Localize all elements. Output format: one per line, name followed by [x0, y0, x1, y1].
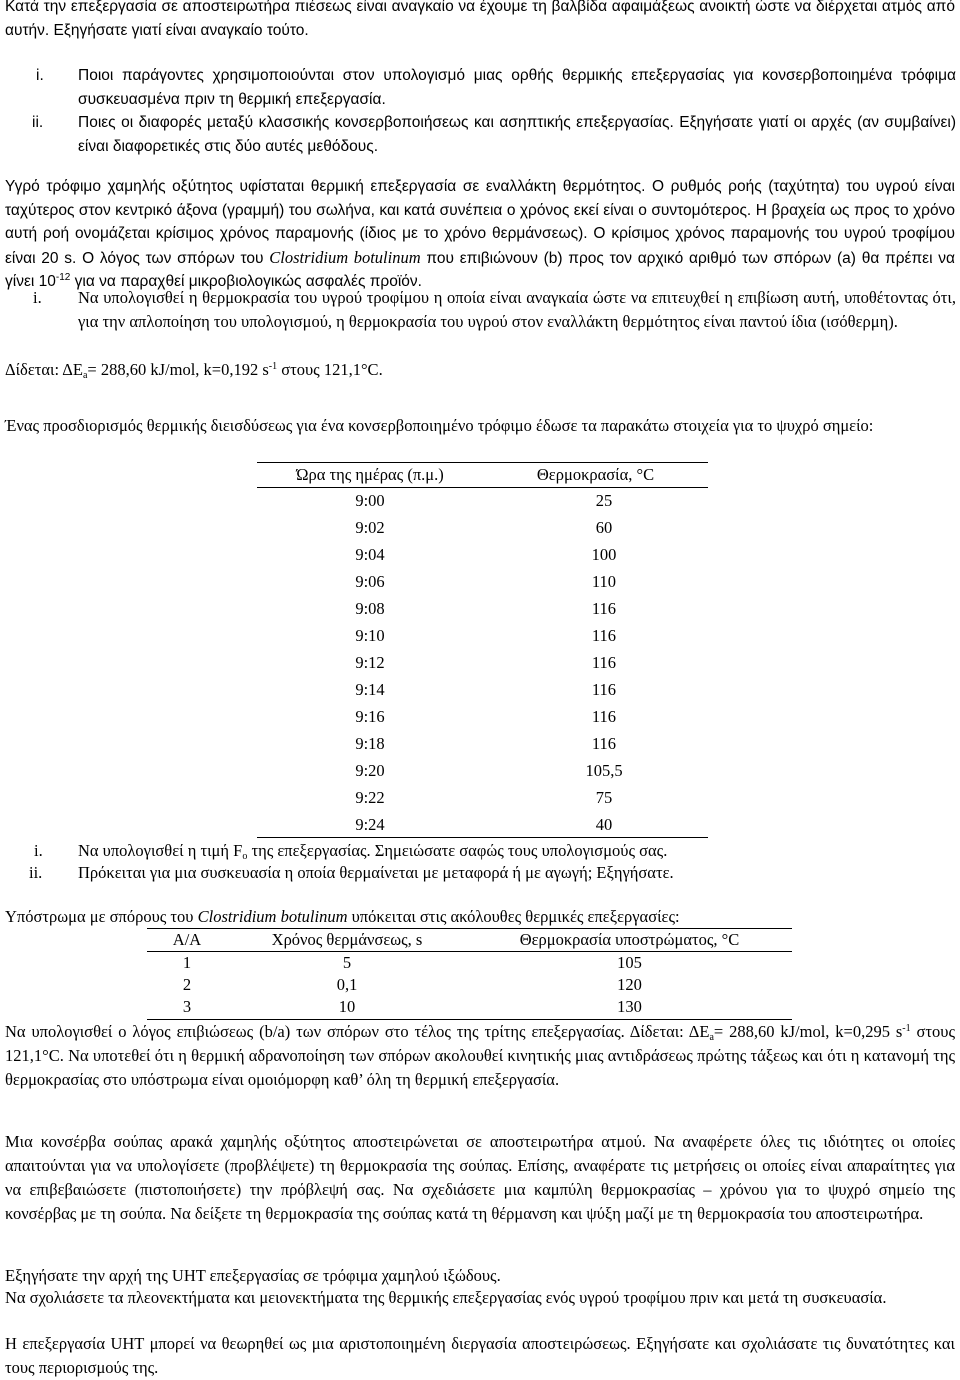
table1-cell-time: 9:04 [355, 545, 385, 564]
table2-cell-index: 1 [182, 953, 192, 972]
table1-cell-time: 9:12 [355, 653, 385, 672]
table1-cell-time: 9:18 [355, 734, 385, 753]
table1-cell-time: 9:20 [355, 761, 385, 780]
given-1-part-a: Δίδεται: ΔΕ [5, 360, 83, 379]
heat-exchanger-question-text: Να υπολογισθεί η θερμοκρασία του υγρού τροφίμου η οποία είναι αναγκαία ώστε να επιτευχθεί η επιβίωση αυτή, υποθέτοντας ότι, για την απλοποίηση του υπολογισμού, η θερμοκρασία του υγρού στον εναλλάκτη θερμότητος είναι παντού ίδια (ισόθερμη). [78, 288, 956, 331]
list1-item-1-text: Ποιοι παράγοντες χρησιμοποιούνται στον υπολογισμό μιας ορθής θερμικής επεξεργασίας για κονσερβοποιημένα τρόφιμα συσκευασμένα πριν τη θερμική επεξεργασία. [78, 67, 956, 108]
list2-item-1-text [78, 839, 956, 863]
substrate-intro [5, 905, 955, 929]
given-1-part-b: = 288,60 kJ/mol, k=0,192 s [87, 360, 269, 379]
table1-cell-temp: 116 [591, 653, 617, 672]
list2-item-2-number: ii. [29, 863, 43, 882]
given-1-superscript: -1 [268, 361, 278, 372]
list1-item-2-text: Ποιες οι διαφορές μεταξύ κλασσικής κονσερβοποιήσεως και ασηπτικής επεξεργασίας. Εξηγήσατε γιατί οι αρχές (αν συμβαίνει) είναι διαφορετικές στις δύο αυτές μεθόδους. [78, 114, 956, 155]
given-values-1 [5, 358, 955, 382]
uht-question-1: Εξηγήσατε την αρχή της UHT επεξεργασίας σε τρόφιμα χαμηλού ιξώδους. [5, 1266, 501, 1285]
f-subscript: o [242, 851, 248, 862]
table1-cell-time: 9:00 [355, 491, 385, 510]
given-1-part-c: στους 121,1°C. [277, 360, 383, 379]
uht-question-2: Να σχολιάσετε τα πλεονεκτήματα και μειονεκτήματα της θερμικής επεξεργασίας ενός υγρού τροφίμου πριν και μετά τη συσκευασία. [5, 1288, 887, 1307]
table1-cell-temp: 116 [591, 707, 617, 726]
substrate-para-part-c: στους 121,1°C. Να υποτεθεί ότι η θερμική αδρανοποίηση των σπόρων ακολουθεί κινητικής μιας αντιδράσεως πρώτης τάξεως και ότι η κατανομή της θερμοκρασίας στο υπόστρωμα είναι ομοιόμορφη καθ’ όλη τη θερμική επεξεργασία. [5, 1022, 955, 1089]
list2-item-2-text: Πρόκειται για μια συσκευασία η οποία θερμαίνεται με μεταφορά ή με αγωγή; Εξηγήσατε. [78, 863, 674, 882]
table2-cell-temp: 120 [617, 975, 642, 994]
table1-cell-time: 9:16 [355, 707, 385, 726]
table1-cell-time: 9:02 [355, 518, 385, 537]
table1-cell-temp: 116 [591, 734, 617, 753]
table2-header-rule [147, 951, 792, 952]
list2-item-1-part-a: Να υπολογισθεί η τιμή F [78, 841, 243, 860]
substrate-para-subscript: a [709, 1032, 714, 1043]
table1-cell-temp: 25 [595, 491, 613, 510]
pea-soup-paragraph: Μια κονσέρβα σούπας αρακά χαμηλής οξύτητος αποστειρώνεται σε αποστειρωτήρα ατμού. Να αναφέρετε όλες τις ιδιότητες οι οποίες απαιτούνται για να υπολογίσετε (προβλέψετε) τη θερμοκρασία της σούπας. Επίσης, αναφέρατε τις μετρήσεις οι οποίες είναι απαραίτητες για να επιβεβαιώσετε (πιστοποιήσετε) την πρόβλεψή σας. Να σχεδιάσετε μια καμπύλη θερμοκρασίας – χρόνου για το ψυχρό σημείο της κονσέρβας με τη σούπα. Να δείξετε τη θερμοκρασία της σούπας κατά τη θέρμανση και ψύξη μαζί με τη θερμοκρασία του αποστειρωτήρα. [5, 1132, 955, 1223]
substrate-species: Clostridium botulinum [197, 907, 348, 926]
heat-exchanger-text-1: Υγρό τρόφιμο χαμηλής οξύτητος υφίσταται θερμική επεξεργασία σε εναλλάκτη θερμότητος. Ο ρυθμός ροής (ταχύτητα) του υγρού είναι ταχύτερος στον κεντρικό άξονα (γραμμή) του σωλήνα, και κατά συνέπεια ο χρόνος εκεί είναι ο συντομότερος. Η βραχεία ως προς το χρόνο αυτή ροή ονομάζεται κρίσιμος χρόνος παραμονής (ίδιος με το χρόνο θερμάνσεως). Ο κρίσιμος χρόνος παραμονής του υγρού τροφίμου είναι 20 s. Ο λόγος των σπόρων του [5, 178, 955, 267]
table2-cell-index: 3 [182, 997, 192, 1016]
table1-cell-temp: 116 [591, 599, 617, 618]
exponent: -12 [55, 272, 71, 284]
substrate-para-part-a: Να υπολογισθεί ο λόγος επιβιώσεως (b/a) των σπόρων στο τέλος της τρίτης επεξεργασίας. Δίδεται: ΔΕ [5, 1022, 710, 1041]
heat-exchanger-paragraph [5, 175, 955, 294]
table1-cell-temp: 60 [595, 518, 613, 537]
table2-cell-time: 5 [342, 953, 352, 972]
table2-cell-time: 0,1 [336, 975, 358, 994]
table2-cell-time: 10 [338, 997, 356, 1016]
table1-top-rule [257, 462, 708, 463]
table1-cell-temp: 105,5 [585, 761, 623, 780]
heat-penetration-paragraph: Ένας προσδιορισμός θερμικής διεισδύσεως για ένα κονσερβοποιημένο τρόφιμο έδωσε τα παρακάτω στοιχεία για το ψυχρό σημείο: [5, 416, 874, 435]
table1-cell-time: 9:08 [355, 599, 385, 618]
table2-header-index: Α/Α [172, 930, 202, 949]
substrate-para-superscript: -1 [902, 1023, 911, 1034]
table1-cell-temp: 116 [591, 680, 617, 699]
heat-exchanger-question-number: i. [33, 288, 42, 307]
intro-paragraph: Κατά την επεξεργασία σε αποστειρωτήρα πιέσεως είναι αναγκαίο να έχουμε τη βαλβίδα αφαιμάξεως ανοικτή ώστε να διέρχεται ατμός από αυτήν. Εξηγήσατε γιατί είναι αναγκαίο τούτο. [5, 0, 955, 39]
table1-header-rule [257, 487, 708, 488]
list2-item-1-number: i. [34, 841, 43, 860]
table1-cell-time: 9:22 [355, 788, 385, 807]
table2-header-time: Χρόνος θερμάνσεως, s [271, 930, 423, 949]
heat-exchanger-text-3: για να παραχθεί μικροβιολογικώς ασφαλές προϊόν. [70, 273, 422, 291]
table1-header-temperature: Θερμοκρασία, °C [536, 465, 655, 484]
table2-cell-temp: 105 [617, 953, 642, 972]
substrate-intro-part-b: υπόκειται στις ακόλουθες θερμικές επεξεργασίες: [347, 907, 680, 926]
table1-cell-time: 9:14 [355, 680, 385, 699]
table1-cell-time: 9:24 [355, 815, 385, 834]
species-name: Clostridium botulinum [269, 247, 421, 267]
list1-item-2-number: ii. [32, 114, 44, 131]
table1-bottom-rule [257, 837, 708, 838]
table2-top-rule [147, 928, 792, 929]
table1-cell-time: 9:10 [355, 626, 385, 645]
given-1-subscript: a [82, 370, 88, 381]
table1-cell-temp: 100 [591, 545, 617, 564]
table1-header-time: Ώρα της ημέρας (π.μ.) [296, 465, 444, 484]
list1-item-1-number: i. [36, 67, 44, 84]
heat-exchanger-text-2: που επιβιώνουν (b) προς τον αρχικό αριθμό των σπόρων (a) θα πρέπει να γίνει 10 [5, 249, 955, 291]
substrate-paragraph [5, 1020, 955, 1092]
list2-item-1-part-b: της επεξεργασίας. Σημειώσατε σαφώς τους υπολογισμούς σας. [247, 841, 668, 860]
table1-cell-temp: 116 [591, 626, 617, 645]
table1-cell-temp: 75 [595, 788, 613, 807]
table1-cell-time: 9:06 [355, 572, 385, 591]
substrate-intro-part-a: Υπόστρωμα με σπόρους του [5, 907, 198, 926]
table2-header-temperature: Θερμοκρασία υποστρώματος, °C [519, 930, 740, 949]
table2-cell-temp: 130 [617, 997, 642, 1016]
table1-cell-temp: 40 [595, 815, 613, 834]
table1-cell-temp: 110 [591, 572, 617, 591]
table2-cell-index: 2 [182, 975, 192, 994]
uht-question-3: Η επεξεργασία UHT μπορεί να θεωρηθεί ως μια αριστοποιημένη διεργασία αποστειρώσεως. Εξηγήσατε και σχολιάσατε τις δυνατότητες και τους περιορισμούς της. [5, 1334, 955, 1377]
substrate-para-part-b: = 288,60 kJ/mol, k=0,295 s [713, 1022, 903, 1041]
